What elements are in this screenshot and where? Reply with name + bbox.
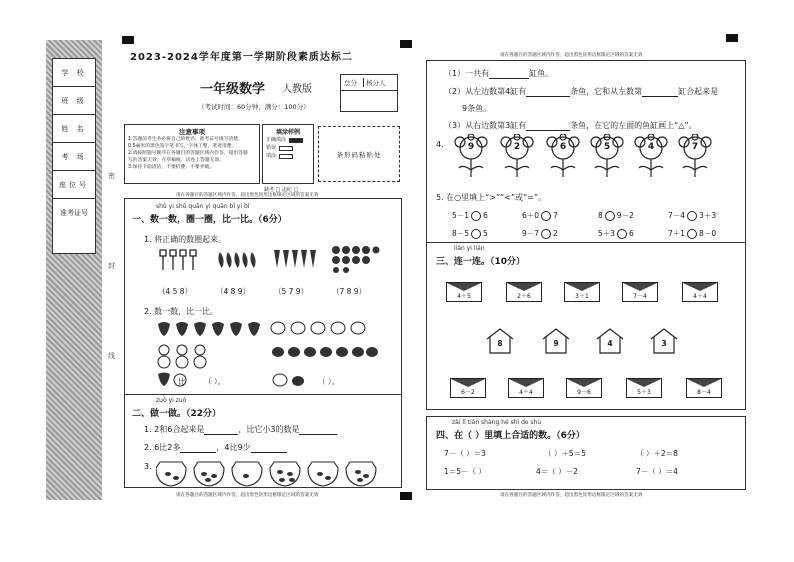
fill-item[interactable]: 7－（ ）＝3 — [444, 449, 486, 458]
answer-blank[interactable] — [204, 434, 238, 435]
flower-group-image — [330, 244, 380, 274]
compare-circle[interactable] — [471, 211, 481, 221]
notes-box — [124, 124, 260, 184]
answer-blank[interactable] — [299, 434, 337, 435]
student-info-box — [52, 58, 96, 254]
cmp-left: 8－5 — [452, 229, 470, 238]
cmp-right: 5 — [483, 229, 488, 238]
envelope-label: 3＋1 — [575, 293, 589, 300]
q-text: 1. 2和6合起来是 — [144, 425, 205, 434]
carrot-group-image — [272, 246, 318, 272]
envelope-top-1[interactable] — [446, 282, 482, 302]
flower-number: 9 — [467, 142, 475, 152]
answer-blank[interactable] — [180, 452, 216, 453]
wrong-cell — [279, 146, 293, 151]
q1-options-a: （4 5 8） — [158, 287, 193, 296]
answer-area-note: 请在各题目的答题区域内作答，超出黑色矩形边框限定区域的答案无效 — [176, 193, 319, 198]
compare-circle[interactable] — [605, 211, 615, 221]
seal-line — [106, 170, 120, 370]
sample-title: 填涂样例 — [275, 129, 300, 136]
info-field-class: 班 级 — [53, 87, 95, 115]
envelope-label: 6－2 — [461, 389, 475, 396]
envelope-bottom-3[interactable] — [566, 378, 602, 398]
cmp-left: 6＋0 — [522, 211, 540, 220]
notes-line: 1.答题前考生务必将自己的姓名、准考证号填写清楚。 — [128, 137, 243, 142]
info-field-school: 学 校 — [53, 59, 95, 87]
compare-item — [598, 210, 634, 221]
edition-label: 人教版 — [282, 84, 312, 95]
question-3-2-line2: 9条鱼。 — [462, 104, 492, 113]
score-table — [340, 74, 398, 112]
number-house[interactable] — [542, 328, 570, 354]
number-house[interactable] — [486, 328, 514, 354]
envelope-top-2[interactable] — [506, 282, 542, 302]
info-field-name: 姓 名 — [53, 115, 95, 143]
question-4-number: 4. — [436, 140, 444, 149]
envelope-label: 4＋4 — [519, 389, 533, 396]
cmp-right: 8－0 — [699, 229, 717, 238]
strawberry-monkey-group-image — [156, 320, 266, 370]
question-2-1 — [144, 424, 337, 435]
envelope-label: 4＋5 — [457, 293, 471, 300]
compare-item — [522, 228, 558, 239]
answer-blank[interactable] — [489, 78, 529, 79]
section1-title: 一、数一数，圈一圈，比一比。（6分） — [132, 215, 287, 225]
notes-line: 3.保持卡面清洁，不要折叠、不要弄破。 — [128, 165, 215, 170]
number-flower — [454, 134, 488, 180]
answer-blank[interactable] — [251, 452, 287, 453]
cmp-right: 7 — [553, 211, 558, 220]
cmp-right: 6 — [483, 211, 488, 220]
flower-number: 5 — [603, 142, 611, 152]
cmp-left: 7－4 — [668, 211, 686, 220]
question-3-1 — [444, 68, 553, 79]
info-field-seat: 座位号 — [53, 171, 95, 199]
cmp-left: 5＋3 — [598, 229, 616, 238]
q1-options-c: （5 7 9） — [274, 287, 309, 296]
q-text: ，比它小3的数是 — [238, 425, 300, 434]
number-flower — [678, 134, 712, 180]
section2-title: 二、做一做。（22分） — [132, 409, 222, 419]
compare-circle[interactable] — [617, 229, 627, 239]
cmp-right: 2 — [553, 229, 558, 238]
cmp-right: 6 — [629, 229, 634, 238]
q1-options-d: （7 8 9） — [332, 287, 367, 296]
cmp-left: 5－1 — [452, 211, 470, 220]
q-text: （2）从左边数第4缸有 — [444, 87, 527, 96]
fish-tank-row-image — [156, 458, 386, 488]
compare-blank-2: （ ）。 — [318, 377, 340, 386]
compare-circle[interactable] — [687, 229, 697, 239]
compare-circle[interactable] — [541, 229, 551, 239]
envelope-bottom-1[interactable] — [450, 378, 486, 398]
q-text: 条鱼，在它的左面的鱼缸画上“△”。 — [570, 121, 697, 130]
envelope-bottom-5[interactable] — [686, 378, 722, 398]
compare-circle[interactable] — [541, 211, 551, 221]
compare-circle[interactable] — [471, 229, 481, 239]
banana-group-image — [214, 246, 258, 272]
notes-line: 0.5毫米的黑色签字笔书写，字体工整、笔迹清楚。 — [128, 144, 237, 149]
registration-mark — [122, 36, 134, 44]
flower-number: 4 — [647, 142, 655, 152]
compare-item — [452, 210, 488, 221]
q-text: 缸合起来是 — [678, 87, 719, 96]
barcode-area: 条形码粘贴处 — [318, 126, 400, 182]
registration-mark — [726, 34, 738, 42]
sample-label: 正确填涂 — [266, 137, 287, 143]
compare-item — [452, 228, 488, 239]
info-field-ticket: 准考证号 — [60, 209, 88, 217]
sample-wrong — [266, 144, 313, 152]
envelope-label: 2＋6 — [517, 293, 531, 300]
q-text: （3）从右边数第3缸有 — [444, 121, 527, 130]
exam-header-title: 2023-2024学年度第一学期阶段素质达标二 — [130, 52, 353, 63]
info-field-room: 考 场 — [53, 143, 95, 171]
answer-blank[interactable] — [642, 96, 678, 97]
number-flower — [634, 134, 668, 180]
number-house[interactable] — [650, 328, 678, 354]
answer-area-note-right-bottom: 请在各题目的答题区域内作答，超出黑色矩形边框限定区域的答案无效 — [500, 493, 643, 498]
section4-title: 四、在（ ）里填上合适的数。（6分） — [436, 431, 585, 441]
envelope-top-4[interactable] — [622, 282, 658, 302]
envelope-label: 4＋4 — [693, 293, 707, 300]
question-3-3 — [444, 120, 697, 131]
envelope-label: 7－4 — [633, 293, 647, 300]
q-text: ，4比9少 — [216, 443, 251, 452]
section1-pinyin: shǔ yi shǔ quān yi quān bǐ yi bǐ — [156, 203, 250, 210]
registration-mark — [400, 492, 412, 500]
section3-pinyin: lián yi lián — [454, 245, 485, 252]
q-text: （1）一共有 — [444, 69, 490, 78]
answer-blank[interactable] — [526, 130, 570, 131]
answer-area-note-right: 请在各题目的答题区域内作答，超出黑色矩形边框限定区域的答案无效 — [500, 53, 643, 58]
question-2-3: 3. — [144, 462, 152, 471]
notes-line: 写的答案无效；在草稿纸、试卷上答题无效。 — [128, 158, 224, 163]
question-1-2: 2. 数一数，比一比。 — [144, 307, 219, 316]
sample-correct — [266, 136, 313, 144]
sample-label: 填涂 — [266, 153, 277, 159]
answer-blank[interactable] — [526, 96, 570, 97]
filled-cell — [289, 138, 303, 143]
flower-number: 6 — [559, 142, 567, 152]
number-flower — [546, 134, 580, 180]
registration-mark — [400, 40, 412, 48]
q-text: 条鱼，它和从左数第 — [570, 87, 643, 96]
fill-item[interactable]: （ ）＋5＝5 — [544, 449, 586, 458]
fill-item[interactable]: 4＝（ ）－2 — [536, 467, 578, 476]
envelope-label: 5＋3 — [637, 389, 651, 396]
envelope-label: 8－4 — [697, 389, 711, 396]
envelope-label: 9－6 — [577, 389, 591, 396]
number-house[interactable] — [596, 328, 624, 354]
q1-options-b: （4 8 9） — [216, 287, 251, 296]
fill-item[interactable]: 1＝5－（ ） — [444, 467, 486, 476]
question-1-1: 1. 将正确的数圈起来。 — [144, 235, 227, 244]
q-text: 缸鱼。 — [529, 69, 554, 78]
sample-label: 错误 — [266, 145, 277, 151]
house-number: 8 — [497, 339, 503, 348]
section4-pinyin: zài lǐ tián shàng hé shì de shù — [452, 419, 542, 426]
seal-char: 密 — [108, 172, 115, 180]
answer-area-note-bottom: 请在各题目的答题区域内作答，超出黑色矩形边框限定区域的答案无效 — [176, 493, 319, 498]
section-divider — [426, 242, 746, 243]
notes-title: 注意事项 — [179, 128, 205, 136]
cmp-left: 7＋1 — [668, 229, 686, 238]
fill-item[interactable]: 7－（ ）＝4 — [636, 467, 678, 476]
fill-sample-box — [262, 124, 314, 184]
number-flower — [590, 134, 624, 180]
flower-number: 2 — [513, 142, 521, 152]
score-divider — [341, 90, 397, 91]
cmp-left: 8 — [598, 211, 603, 220]
cmp-right: 9－2 — [616, 211, 634, 220]
question-5: 5. 在○里填上“>”“<”或“=”。 — [436, 193, 547, 202]
score-label: 总分 — [344, 79, 357, 87]
seal-char: 封 — [108, 262, 115, 270]
number-flower — [500, 134, 534, 180]
q-text: 2. 6比2多 — [144, 443, 181, 452]
compare-item — [668, 210, 716, 221]
seal-char: 线 — [108, 352, 115, 360]
section-divider — [124, 394, 402, 395]
envelope-bottom-4[interactable] — [626, 378, 662, 398]
compare-circle[interactable] — [687, 211, 697, 221]
house-number: 3 — [661, 339, 667, 348]
house-number: 9 — [553, 339, 559, 348]
section3-title: 三、连一连。（10分） — [436, 257, 526, 267]
section2-pinyin: zuò yi zuò — [156, 397, 187, 404]
envelope-top-5[interactable] — [682, 282, 718, 302]
envelope-bottom-2[interactable] — [508, 378, 544, 398]
compare-blank-1: （ ）。 — [204, 377, 226, 386]
compare-item — [668, 228, 716, 239]
wrong-cell — [279, 154, 293, 159]
checker-label: 核分人 — [363, 78, 386, 87]
cmp-right: 3＋3 — [699, 211, 717, 220]
absent-violation-marks: 缺考 □ 违纪 □ — [264, 187, 299, 193]
frog-ladybug-group-image — [270, 318, 380, 368]
fill-item[interactable]: （ ）＋2＝8 — [636, 449, 678, 458]
frog-icon — [272, 372, 306, 388]
envelope-top-3[interactable] — [564, 282, 600, 302]
bag-group-image — [156, 246, 200, 272]
flower-number: 7 — [691, 142, 699, 152]
compare-item — [522, 210, 558, 221]
exam-info: （考试时间：60分钟，满分：100分） — [198, 103, 310, 111]
notes-line: 2.请按照题号顺序在各题目的答题区域内作答，超出答题 — [128, 151, 248, 156]
compare-text-2: 比 — [292, 377, 300, 386]
question-2-2 — [144, 442, 287, 453]
house-number: 4 — [607, 339, 613, 348]
cmp-left: 9－7 — [522, 229, 540, 238]
compare-item — [598, 228, 634, 239]
sample-wrong-2 — [266, 152, 313, 160]
compare-text-1: 比 — [178, 377, 186, 386]
subject-title: 一年级数学 — [200, 82, 266, 97]
question-3-2 — [444, 86, 718, 97]
